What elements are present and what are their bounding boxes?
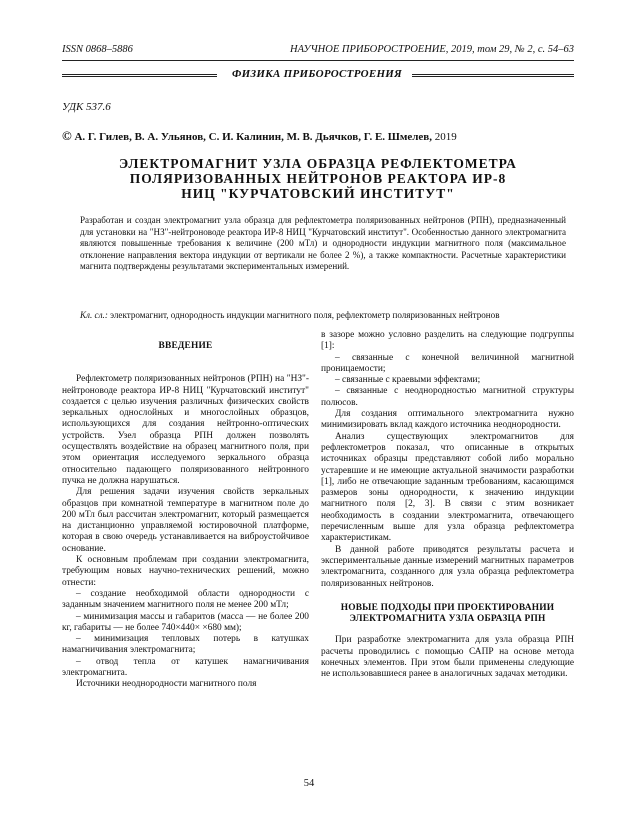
banner-line-left — [62, 74, 217, 77]
list-item: – связанные с краевыми эффектами; — [335, 375, 481, 386]
paragraph: в зазоре можно условно разделить на следующие подгруппы [1]: — [321, 330, 574, 352]
left-column — [62, 341, 309, 691]
section-heading-introduction: ВВЕДЕНИЕ — [158, 341, 213, 351]
copyright-sign: © — [62, 128, 72, 143]
header-rule — [62, 60, 574, 61]
list-item: – отвод тепла от катушек намагничивания электромагнита. — [62, 656, 309, 679]
section-heading-new-approaches: НОВЫЕ ПОДХОДЫ ПРИ ПРОЕКТИРОВАНИИ ЭЛЕКТРОМАГНИТА УЗЛА ОБРАЗЦА РПН — [340, 602, 555, 625]
paragraph: В данной работе приводятся результаты расчета и экспериментальные данные измерений магнитных параметров электромагнита, созданного для узла образца рефлектометра поляризованных нейтронов. — [321, 544, 574, 589]
paragraph: При разработке электромагнита для узла образца РПН расчеты проводились с помощью САПР на основе метода конечных элементов. При этом были применены следующие не использовавшиеся ранее в аналогичных задачах методики. — [321, 635, 574, 680]
right-column — [321, 330, 574, 681]
section-title: ФИЗИКА ПРИБОРОСТРОЕНИЯ — [231, 68, 403, 80]
copyright-year: 2019 — [434, 131, 457, 143]
paragraph: Источники неоднородности магнитного поля — [76, 679, 257, 690]
list-item: – связанные с конечной величинной магнитной проницаемости; — [321, 352, 574, 374]
list-item: – минимизация тепловых потерь в катушках намагничивания электромагнита; — [62, 634, 309, 656]
paragraph: К основным проблемам при создании электромагнита, требующим новых научно-технических решений, можно отнести: — [62, 555, 309, 588]
list-item: – создание необходимой области однородности с заданным значением магнитного поля не менее 200 мТл; — [62, 588, 309, 611]
paper-title — [62, 156, 574, 201]
paragraph: Для решения задачи изучения свойств зеркальных образцов при комнатной температуре в магнитном поле до 200 мТл был рассчитан электромагнит, который размещается на дистанционно управляемой юстировочной платформе, которая в свою очередь устанавливается на виброустойчивое основание. — [62, 487, 309, 554]
udk-code: УДК 537.6 — [62, 101, 111, 113]
journal-issn: ISSN 0868–5886 — [62, 44, 133, 55]
list-item: – связанные с неоднородностью магнитной структуры полюсов. — [321, 386, 574, 408]
title-line: НИЦ "КУРЧАТОВСКИЙ ИНСТИТУТ" — [181, 186, 455, 201]
banner-line-right — [412, 74, 574, 77]
list-item: – минимизация массы и габаритов (масса — не более 200 кг, габариты — не более 740×440× ×680 мм); — [62, 611, 309, 633]
title-line: ЭЛЕКТРОМАГНИТ УЗЛА ОБРАЗЦА РЕФЛЕКТОМЕТРА — [119, 156, 517, 171]
journal-citation: НАУЧНОЕ ПРИБОРОСТРОЕНИЕ, 2019, том 29, № 2, c. 54–63 — [290, 44, 574, 55]
paragraph: Рефлектометр поляризованных нейтронов (РПН) на "НЗ"-нейтроноводе реактора ИР-8 НИЦ "Курчатовский институт" создается с целью изучения различных физических свойств зеркальных однослойных и многослойных образцов, использующихся для создания нейтронно-оптических устройств. Узел образца РПН должен позволять осуществлять воздействие на образец магнитного поля, при этом ориентация исследуемого зеркального образца относительно падающего поляризованного нейтронного пучка не должна нарушаться. — [62, 374, 309, 486]
paragraph: Для создания оптимального электромагнита нужно минимизировать вклад каждого источника неоднородности. — [321, 409, 574, 431]
keywords — [80, 310, 570, 322]
keywords-label: Кл. сл.: — [80, 310, 108, 320]
paragraph: Анализ существующих электромагнитов для рефлектометров показал, что описанные в открытых источниках образцы представляют собой либо морально устаревшие и не имеющие актуальной значимости разработки [1], либо не отвечающие заданным требованиям, касающимся размеров зоны однородности, к значению индукции магнитного поля [2, 3]. В связи с этим возникает необходимость в создании электромагнита, отвечающего перечисленным выше для узла образца рефлектометра характеристикам. — [321, 431, 574, 544]
title-line: ПОЛЯРИЗОВАННЫХ НЕЙТРОНОВ РЕАКТОРА ИР-8 — [129, 171, 507, 186]
section-banner — [62, 68, 574, 82]
page-number: 54 — [303, 778, 315, 789]
author-names: А. Г. Гилев, В. А. Ульянов, С. И. Калинин, М. В. Дьячков, Г. Е. Шмелев, — [74, 131, 433, 143]
keywords-text: электромагнит, однородность индукции магнитного поля, рефлектометр поляризованных нейтронов — [110, 310, 500, 320]
abstract: Разработан и создан электромагнит узла образца для рефлектометра поляризованных нейтронов (РПН), предназначенный для установки на "НЗ"-нейтроноводе реактора ИР-8 НИЦ "Курчатовский институт". Особенностью данного электромагнита являются повышенные требования к величине (200 мТл) и однородности индукции магнитного поля (максимальное отклонение направления вектора индукции от вертикали не более 2 %), а также компактности. Расчетные характеристики магнита подтверждены результатами экспериментальных измерений. — [80, 215, 566, 272]
authors-line — [62, 128, 457, 144]
